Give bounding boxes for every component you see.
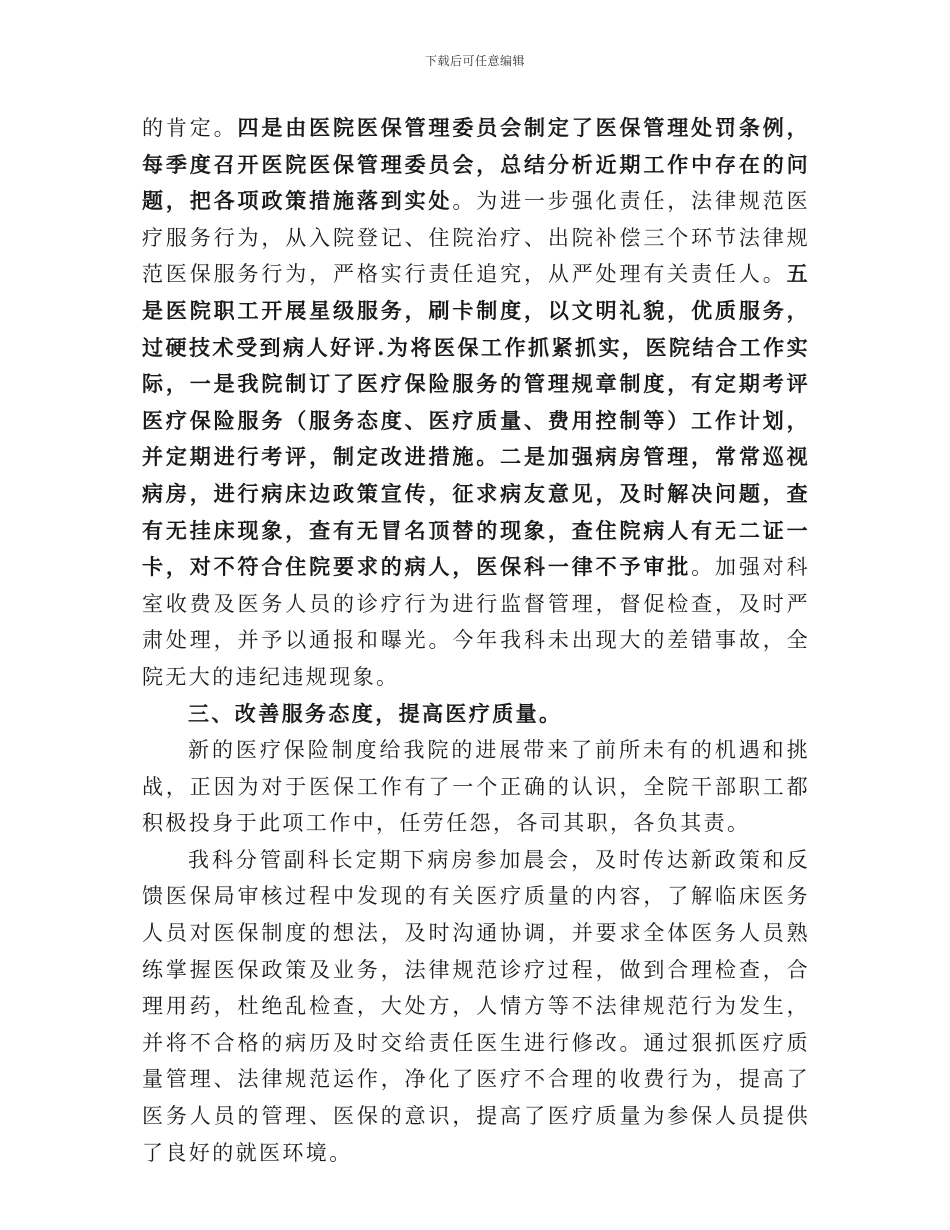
paragraph: 我科分管副科长定期下病房参加晨会，及时传达新政策和反馈医保局审核过程中发现的有关医疗质量的内容，了解临床医务人员对医保制度的想法，及时沟通协调，并要求全体医务人员熟练掌握医保政策及业务，法律规范诊疗过程，做到合理检查，合理用药，杜绝乱检查，大处方，人情方等不法律规范行为发生，并将不合格的病历及时交给责任医生进行修改。通过狠抓医疗质量管理、法律规范运作，净化了医疗不合理的收费行为，提高了医务人员的管理、医保的意识，提高了医疗质量为参保人员提供了良好的就医环境。 [142,847,810,1165]
paragraph-continuation [142,110,810,696]
text-run: 。加强对科室收费及医务人员的诊疗行为进行监督管理，督促检查，及时严肃处理，并予以通报和曝光。今年我科未出现大的差错事故，全院无大的违纪违规现象。 [142,555,811,689]
document-body [142,110,810,1171]
bold-text-run: 五是医院职工开展星级服务，刷卡制度，以文明礼貌，优质服务，过硬技术受到病人好评.为将医保工作抓紧抓实，医院结合工作实际，一是我院制订了医疗保险服务的管理规章制度，有定期考评医疗保险服务（服务态度、医疗质量、费用控制等）工作计划，并定期进行考评，制定改进措施。二是加强病房管理，常常巡视病房，进行病床边政策宣传，征求病友意见，及时解决问题，查有无挂床现象，查有无冒名顶替的现象，查住院病人有无二证一卡，对不符合住院要求的病人，医保科一律不予审批 [142,261,810,580]
paragraph: 新的医疗保险制度给我院的进展带来了前所未有的机遇和挑战，正因为对于医保工作有了一个正确的认识，全院干部职工都积极投身于此项工作中，任劳任怨，各司其职，各负其责。 [142,738,810,836]
text-run: 。为进一步强化责任，法律规范医疗服务行为，从入院登记、住院治疗、出院补偿三个环节法律规范医保服务行为，严格实行责任追究，从严处理有关责任人。 [142,189,811,287]
page-header: 下载后可任意编辑 [424,54,525,68]
bold-text-run: 四是由医院医保管理委员会制定了医保管理处罚条例，每季度召开医院医保管理委员会，总结分析近期工作中存在的问题，把各项政策措施落到实处 [142,115,810,214]
text-run: 的肯定。 [142,116,238,140]
section-heading: 三、改善服务态度，提高医疗质量。 [188,700,563,726]
